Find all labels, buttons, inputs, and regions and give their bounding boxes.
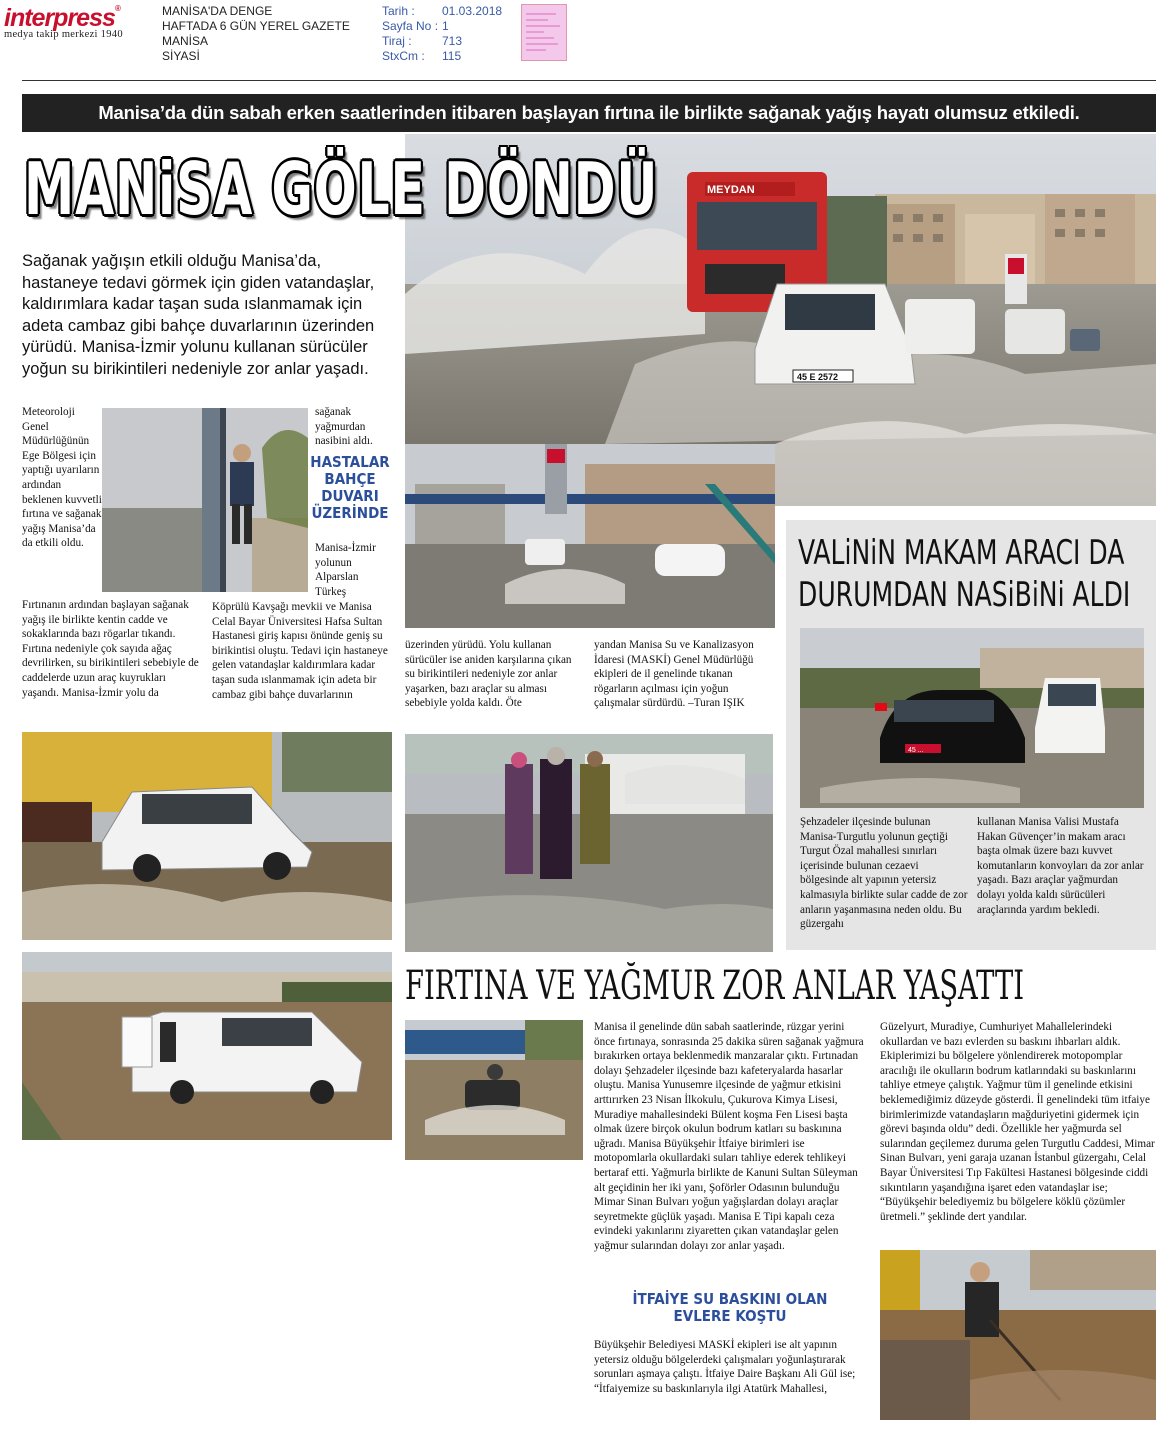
logo-text: interpress [4, 4, 115, 32]
fiat-truck-photo [22, 732, 392, 940]
overpass-photo [405, 444, 775, 628]
logo-registered-mark: ® [114, 4, 120, 13]
interpress-logo [4, 4, 154, 52]
governor-headline-line2: DURUMDAN NASiBiNi ALDI [798, 575, 1131, 615]
governor-headline-line1: VALiNiN MAKAM ARACI DA [798, 533, 1125, 573]
page-label: Sayfa No : [382, 19, 439, 33]
storm-col-b: Güzelyurt, Muradiye, Cumhuriyet Mahallelerindeki okullardan ve bazı evlerden su baskını ihbarları aldık. Ekiplerimizi bu bölgelere yönlendirerek motopomplar aracılığı ile okulların bodrum katlarındaki su baskınlarını tahliye etmeye çalıştık. Yağmur tüm il genelinde etkisini beklemediğimiz düzeyde gösterdi. İl genelindeki tüm itfaiye birimlerimizde vatandaşların mağduriyetini gidermek için görevi başında oldu” dedi. Özellikle her yağmurda sel sularından geçilemez duruma gelen Turgutlu Caddesi, Mimar Sinan Bulvarı, yeni garaja uzanan İstanbul güzergahı, Celal Bayar Üniversitesi Tıp Fakültesi Hastanesi bölgesinde ciddi sıkıntıların yaşandığına işaret eden vatandaşlar ise; “Büyükşehir belediyemiz bu bölgelere köklü çözümler üretmeli.” şeklinde dert yandılar. [880, 1021, 1155, 1223]
date-value: 01.03.2018 [442, 4, 503, 18]
story-col-b-rest: Köprülü Kavşağı mevkii ve Manisa Celal Bayar Üniversitesi Hafsa Sultan Hastanesi giriş kapısı önünde geniş su birikintisi oluştu. Tedavi için hastaneye gelen vatandaşlar kaldırımlara kadar taşan suda ıslanmamak için adeta bir cambaz gibi bahçe duvarlarının [212, 601, 388, 701]
governor-car-photo [800, 628, 1144, 808]
story-col-a-rest: Fırtınanın ardından başlayan sağanak yağış ile birlikte kentin cadde ve sokaklarında bazı rögarlar tıkandı. Fırtına nedeniyle çok sayıda ağaç devrilirken, su birikintileri sebebiyle de caddelerde uzun araç kuyrukları yaşandı. Manisa-İzmir yolu da [22, 599, 199, 699]
subhead-itfaiye: İTFAİYE SU BASKINI OLAN EVLERE KOŞTU [632, 1290, 828, 1325]
truck-sign: MEYDAN [707, 184, 755, 196]
story-col-b-narrow: Manisa-İzmir yolunun Alparslan Türkeş [315, 542, 376, 598]
publication-category: SİYASİ [162, 49, 200, 63]
header-divider [22, 80, 1156, 81]
size-label: StxCm : [382, 49, 425, 63]
main-headline: MANiSA GÖLE DÖNDÜ [24, 147, 659, 231]
storm-col-a-after: Büyükşehir Belediyesi MASKİ ekipleri ise alt yapının yetersiz olduğu bölgelerdeki çalışmaları yoğunlaştırarak sorunları aşmaya çalıştı. İtfaiye Daire Başkanı Ali Gül ise; “İtfaiyemize su baskınlarıyla ilgi Atatürk Mahallesi, [594, 1339, 856, 1395]
storm-headline: FIRTINA VE YAĞMUR ZOR ANLAR YAŞATTI [405, 963, 1025, 1009]
car-plate: 45 E 2572 [797, 372, 839, 382]
story-col-d: yandan Manisa Su ve Kanalizasyon İdaresi (MASKİ) Genel Müdürlüğü ekipleri de il genelinde tıkanan rögarların açılması için yoğun çalışmalar sürdürdü. –Turan IŞIK [594, 639, 754, 710]
publication-city: MANİSA [162, 34, 209, 48]
top-banner: Manisa’da dün sabah erken saatlerinden itibaren başlayan fırtına ile birlikte sağanak yağış hayatı olumsuz etkiledi. [22, 94, 1156, 132]
women-crossing-photo [405, 734, 773, 952]
governor-col-a: Şehzadeler ilçesinde bulunan Manisa-Turgutlu yolunun geçtiği Turgut Özal mahallesi sınırları içerisinde bulunan cezaevi bölgesinde alt yapının yetersiz kalmasıyla birlikte sular cadde de zor anların yaşanmasına neden oldu. Bu güzergahı [800, 816, 968, 931]
page-value: 1 [442, 19, 449, 33]
circulation-value: 713 [442, 34, 463, 48]
governor-col-b: kullanan Manisa Valisi Mustafa Hakan Güvençer’in makam aracı başta olmak üzere bazı kuvvet komutanların konvoyları da zor anlar yaşadı. Bazı araçlar yağmurdan dolayı yolda kaldı sürücüleri araçlarında yardım bekledi. [977, 816, 1144, 916]
logo-tagline: medya takip merkezi 1940 [4, 29, 123, 40]
governor-headline [798, 532, 1131, 616]
wall-walker-photo [102, 408, 308, 592]
stalled-car-photo [22, 952, 392, 1140]
story-col-a-narrow: Meteoroloji Genel Müdürlüğünün Ege Bölgesi için yaptığı uyarıların ardından beklenen kuvvetli fırtına ve sağanak yağış Manisa’da da etkili oldu. [22, 406, 102, 550]
size-value: 115 [442, 49, 462, 63]
publication-name: MANİSA'DA DENGE [162, 4, 273, 18]
motorcycle-photo [405, 1020, 583, 1160]
story-col-b-top: sağanak yağmurdan nasibini aldı. [315, 406, 373, 448]
storm-col-a: Manisa il genelinde dün sabah saatlerinde, rüzgar yerini önce fırtınaya, sonrasında 25 dakika süren sağanak yağmura bırakırken ortaya beklenmedik manzaralar çıktı. Fırtınadan dolayı Şehzadeler ilçesinde bazı kafeteryalarda hasarlar oluştu. Manisa Yunusemre ilçesinde de yağmur etkisini arttırırken 23 Nisan İlkokulu, Çukurova Kimya Lisesi, Muradiye mahallesindeki Bülent koşma Fen Lisesi başta olmak üzere birçok okulun bodrum katları su baskınına uğradı. Manisa Büyükşehir İtfaiye birimleri ise motopomlarla okullardaki suları tahliye ederek tehlikeyi bertaraf etti. Yağmurla birlikte de Kanuni Sultan Süleyman alt geçidinin her iki yanı, Şoförler Odasının bulunduğu Mimar Sinan Bulvarı yoğun yağışlardan dolayı araçlar seyretmekte güçlük yaşadı. Manisa E Tipi kapalı ceza evindeki yakınlarını ziyaretten çıkan vatandaşlar gelen yağmur sularından dolayı zor anlar yaşadı. [594, 1021, 864, 1252]
story-col-c: üzerinden yürüdü. Yolu kullanan sürücüler ise aniden karşılarına çıkan su birikintileri nedeniyle zor anlar yaşarken, bazı araçlar su alması sebebiyle yolda kaldı. Öte [405, 639, 572, 710]
lead-paragraph: Sağanak yağışın etkili olduğu Manisa’da, hastaneye tedavi görmek için giden vatandaşlar, kaldırımlara kadar taşan suda ıslanmamak için adeta cambaz gibi bahçe duvarlarının üzerinden yürüdü. Manisa-İzmir yolunu kullanan sürücüler yoğun su birikintileri nedeniyle zor anlar yaşadı. [22, 252, 375, 378]
meta-labels [382, 4, 438, 64]
date-label: Tarih : [382, 4, 415, 18]
subhead-hastalar: HASTALAR BAHÇE DUVARI ÜZERİNDE [310, 453, 390, 522]
drain-clearing-photo [880, 1250, 1156, 1420]
page-thumbnail[interactable] [521, 4, 567, 61]
governor-car-plate: 45 ... [908, 747, 924, 754]
publication-frequency: HAFTADA 6 GÜN YEREL GAZETE [162, 19, 350, 33]
meta-values [442, 4, 502, 64]
circulation-label: Tiraj : [382, 34, 412, 48]
publication-info [162, 4, 350, 64]
